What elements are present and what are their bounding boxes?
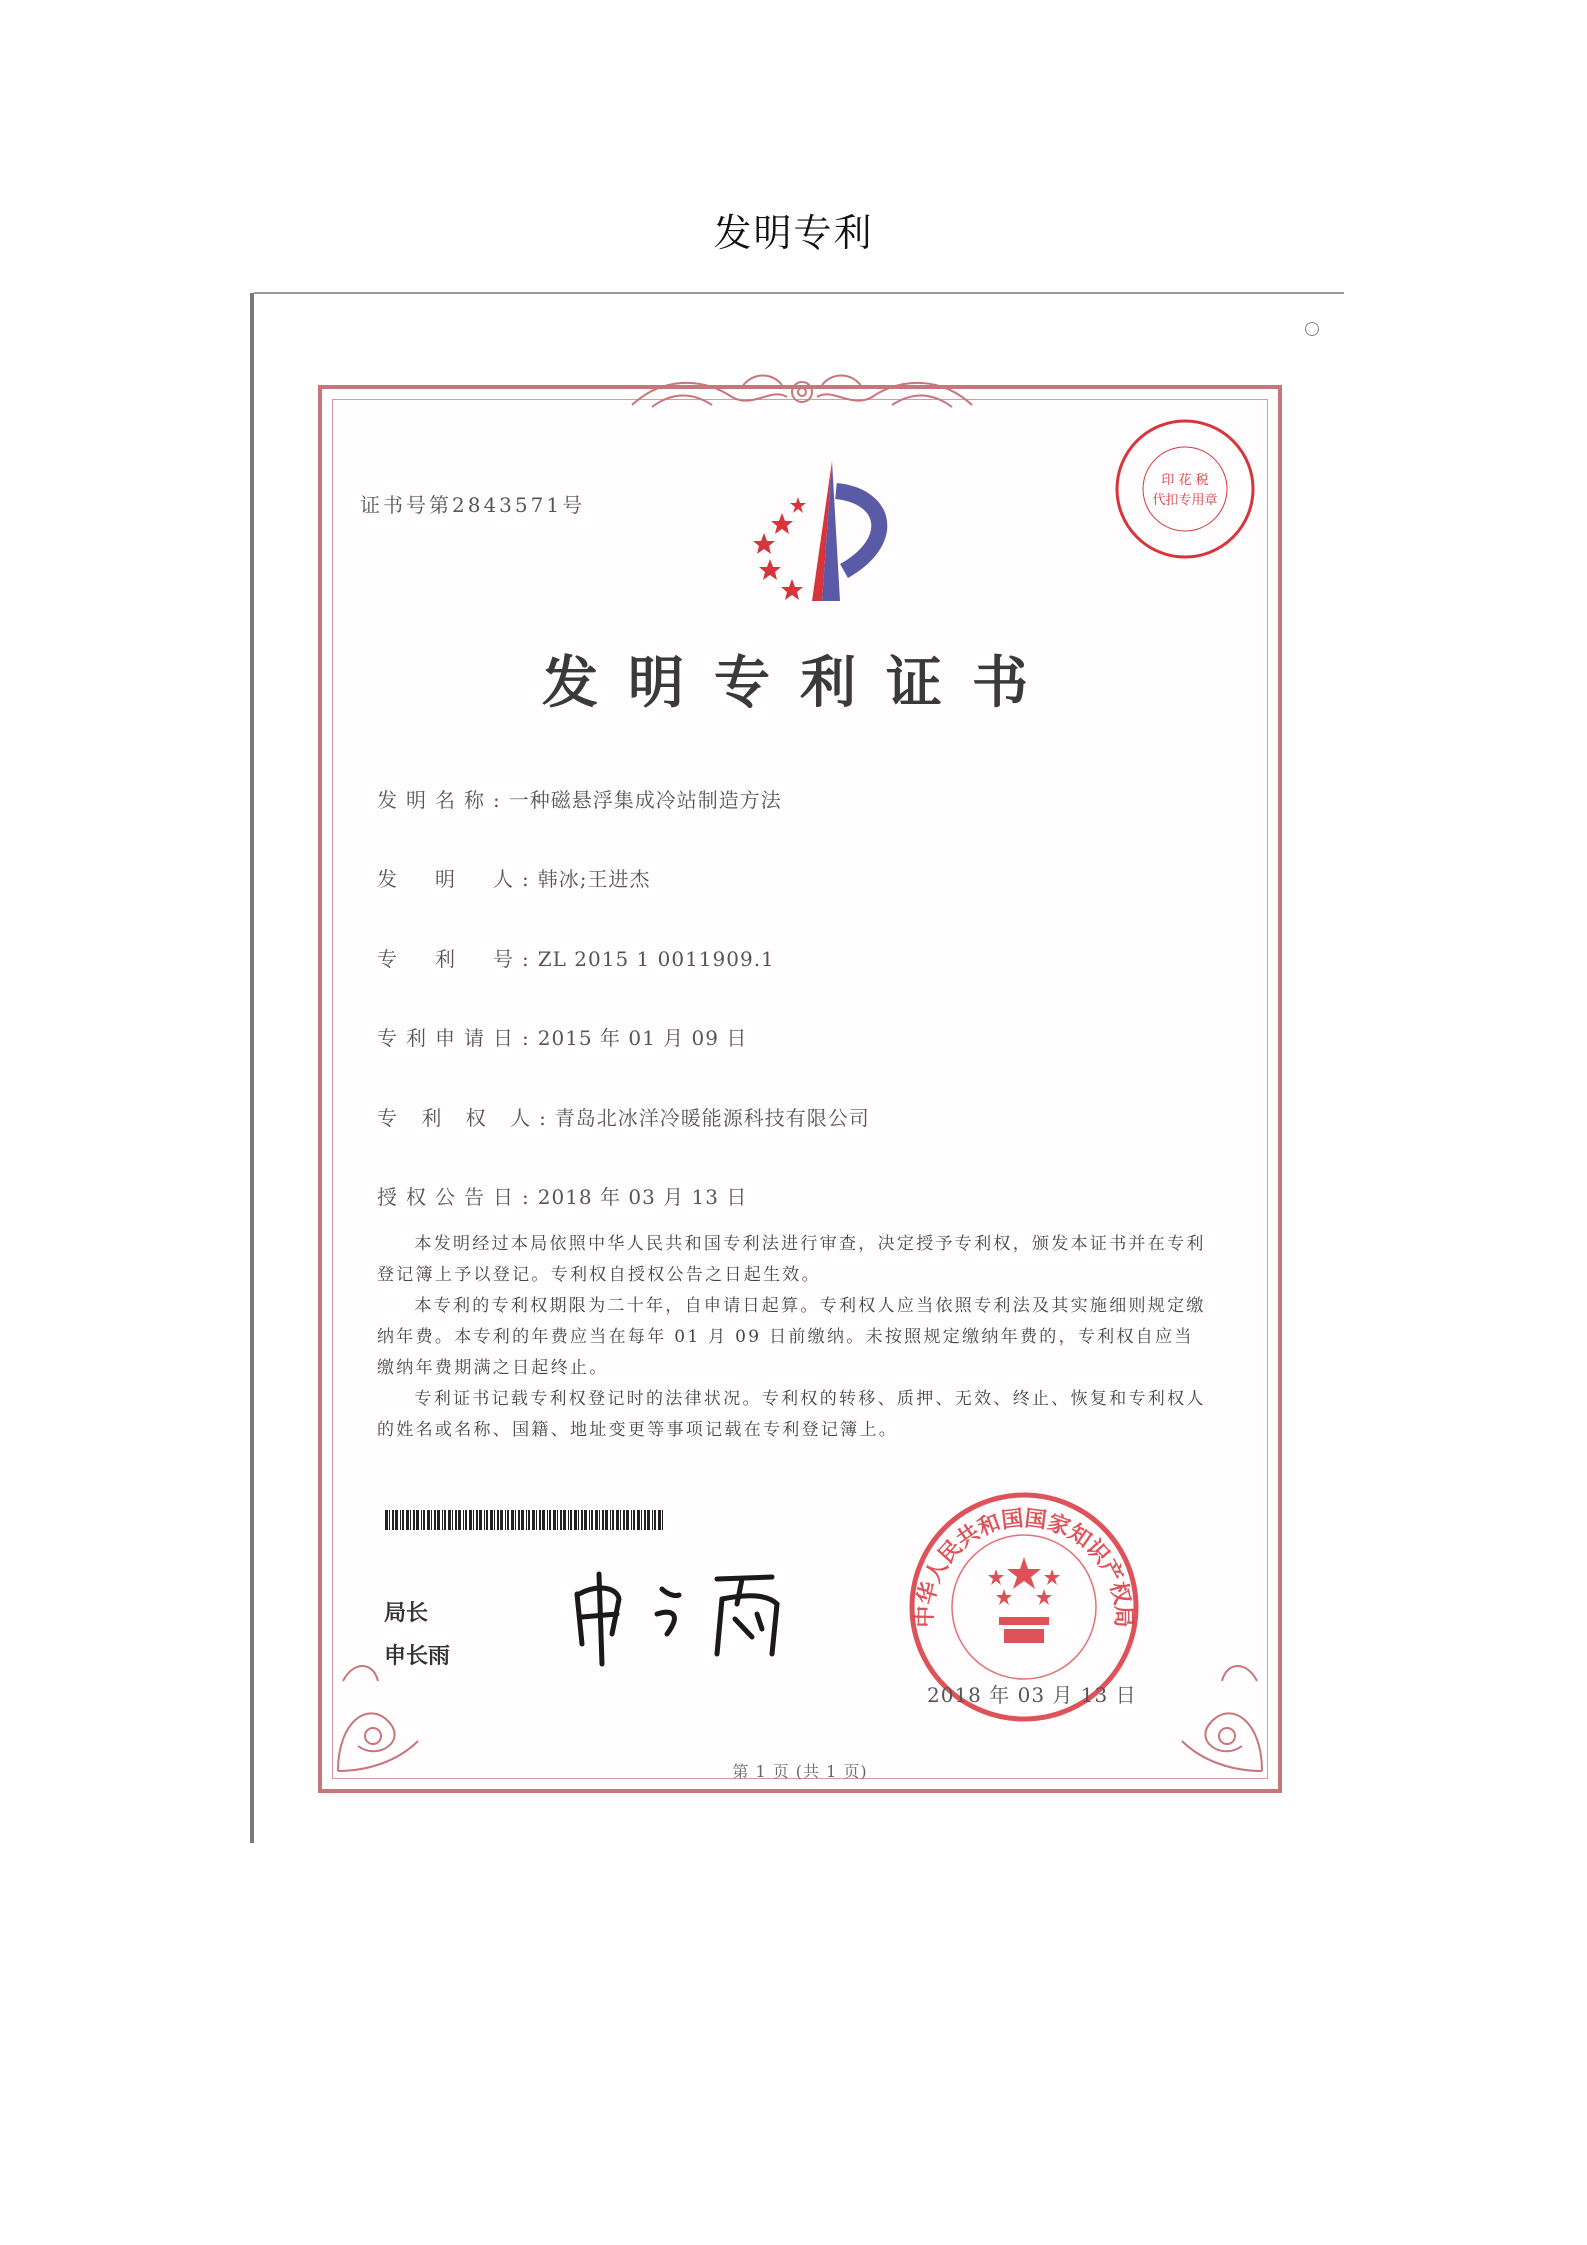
certificate-number (360, 489, 585, 518)
body-paragraph: 本专利的专利权期限为二十年，自申请日起算。专利权人应当依照专利法及其实施细则规定缴纳年费。本专利的年费应当在每年 01 月 09 日前缴纳。未按照规定缴纳年费的，专利权自应当缴纳年费期满之日起终止。 (377, 1296, 1206, 1378)
barcode-bar (434, 1510, 436, 1530)
barcode-bar (486, 1510, 488, 1530)
barcode-bar (448, 1510, 451, 1530)
barcode-bar (423, 1510, 425, 1530)
barcode-bar (473, 1510, 474, 1530)
barcode-bar (442, 1510, 443, 1530)
barcode-bar (507, 1510, 509, 1530)
cert-no-value: 2843571 (452, 493, 563, 517)
scan-edge-left (250, 293, 254, 1843)
top-ornament-icon (622, 367, 982, 417)
barcode-bar (584, 1510, 587, 1530)
barcode-bar (395, 1510, 398, 1530)
field-patent-number (377, 943, 775, 972)
director-signature (557, 1559, 797, 1669)
barcode-bar (662, 1510, 663, 1530)
barcode-bar (654, 1510, 656, 1530)
field-value: ZL 2015 1 0011909.1 (537, 947, 775, 971)
page-heading: 发明专利 (713, 211, 874, 255)
barcode-bar (511, 1510, 514, 1530)
field-label: 发明名称: (377, 788, 509, 812)
barcode-bar (637, 1510, 640, 1530)
barcode-bar (644, 1510, 646, 1530)
field-label: 发 明 人: (377, 867, 538, 891)
barcode-bar (549, 1510, 551, 1530)
field-label: 专 利 权 人: (377, 1106, 555, 1130)
barcode-bar (392, 1510, 394, 1530)
field-value: 一种磁悬浮集成冷站制造方法 (508, 788, 782, 812)
director-name: 申长雨 (384, 1644, 451, 1669)
barcode-bar (465, 1510, 467, 1530)
certificate-body-text (377, 1229, 1207, 1446)
seal-text: 中华人民共和国国家知识产权局 (912, 1506, 1136, 1628)
cnipa-logo-icon (712, 461, 912, 601)
field-value: 青岛北冰洋冷暖能源科技有限公司 (554, 1106, 870, 1130)
barcode-bar (620, 1510, 621, 1530)
barcode-bar (484, 1510, 485, 1530)
barcode-bar (581, 1510, 583, 1530)
barcode-bar (626, 1510, 629, 1530)
barcode-bar (385, 1510, 388, 1530)
barcode-bar (458, 1510, 461, 1530)
barcode-bar (406, 1510, 409, 1530)
certificate-title: 发明专利证书 (542, 650, 1058, 716)
barcode-bar (542, 1510, 545, 1530)
barcode-bar (515, 1510, 516, 1530)
barcode-bar (647, 1510, 650, 1530)
field-value: 2018 年 03 月 13 日 (537, 1185, 748, 1209)
body-paragraph: 专利证书记载专利权登记时的法律状况。专利权的转移、质押、无效、终止、恢复和专利权人的姓名或名称、国籍、地址变更等事项记载在专利登记簿上。 (377, 1389, 1206, 1440)
field-inventor (377, 863, 651, 892)
barcode-bar (490, 1510, 493, 1530)
body-paragraph: 本发明经过本局依照中华人民共和国专利法进行审查，决定授予专利权，颁发本证书并在专利登记簿上予以登记。专利权自授权公告之日起生效。 (377, 1234, 1206, 1285)
field-label: 授权公告日: (377, 1185, 538, 1209)
barcode-bar (652, 1510, 653, 1530)
patent-certificate (318, 385, 1282, 1793)
barcode-bar (578, 1510, 579, 1530)
director-title: 局长 (384, 1601, 429, 1626)
barcode-bar (623, 1510, 625, 1530)
svg-text:印 花 税: 印 花 税 (1161, 473, 1209, 488)
barcode-bar (437, 1510, 440, 1530)
barcode-bar (421, 1510, 422, 1530)
field-grant-date (377, 1181, 747, 1210)
corner-ornament-icon (1152, 1621, 1272, 1781)
barcode-bar (532, 1510, 535, 1530)
barcode-bar (563, 1510, 566, 1530)
barcode-bar (568, 1510, 569, 1530)
barcode-bar (500, 1510, 503, 1530)
barcode-bar (612, 1510, 614, 1530)
field-invention-name (377, 784, 782, 813)
corner-ornament-icon (328, 1621, 451, 1781)
barcode-bar (557, 1510, 558, 1530)
barcode-bar (570, 1510, 572, 1530)
barcode-bar (497, 1510, 499, 1530)
barcode-bar (469, 1510, 472, 1530)
barcode-bar (494, 1510, 495, 1530)
field-patentee (377, 1102, 870, 1131)
barcode-bar (539, 1510, 541, 1530)
cert-no-suffix: 号 (562, 493, 586, 517)
barcode-bar (616, 1510, 619, 1530)
barcode-bar (553, 1510, 556, 1530)
page-number: 第 1 页 (共 1 页) (732, 1762, 868, 1781)
barcode-bar (591, 1510, 593, 1530)
barcode-bar (479, 1510, 482, 1530)
barcode-bar (505, 1510, 506, 1530)
barcode-bar (452, 1510, 453, 1530)
field-value: 2015 年 01 月 09 日 (537, 1026, 748, 1050)
svg-text:代扣专用章: 代扣专用章 (1152, 493, 1218, 508)
barcode-bar (610, 1510, 611, 1530)
barcode-bar (547, 1510, 548, 1530)
barcode-bar (605, 1510, 608, 1530)
barcode-bar (526, 1510, 527, 1530)
barcode-icon (385, 1510, 665, 1530)
barcode-bar (633, 1510, 635, 1530)
barcode-bar (536, 1510, 537, 1530)
tax-stamp-icon (1110, 414, 1260, 564)
barcode-bar (595, 1510, 598, 1530)
barcode-bar (476, 1510, 478, 1530)
barcode-bar (431, 1510, 432, 1530)
barcode-bar (455, 1510, 457, 1530)
barcode-bar (574, 1510, 577, 1530)
barcode-bar (589, 1510, 590, 1530)
barcode-bar (658, 1510, 661, 1530)
barcode-bar (560, 1510, 562, 1530)
barcode-bar (416, 1510, 419, 1530)
scan-mark (1305, 322, 1319, 336)
barcode-bar (444, 1510, 446, 1530)
barcode-bar (631, 1510, 632, 1530)
barcode-bar (463, 1510, 464, 1530)
barcode-bar (427, 1510, 430, 1530)
barcode-bar (410, 1510, 411, 1530)
barcode-bar (400, 1510, 401, 1530)
field-value: 韩冰;王进杰 (537, 867, 651, 891)
field-label: 专 利 号: (377, 947, 538, 971)
issue-date: 2018 年 03 月 13 日 (927, 1683, 1137, 1707)
field-label: 专利申请日: (377, 1026, 538, 1050)
field-application-date (377, 1022, 747, 1051)
cert-no-label: 证书号第 (360, 493, 452, 517)
barcode-bar (641, 1510, 642, 1530)
barcode-bar (389, 1510, 390, 1530)
scan-edge-top (254, 292, 1344, 294)
barcode-bar (599, 1510, 600, 1530)
barcode-bar (402, 1510, 404, 1530)
barcode-bar (518, 1510, 520, 1530)
barcode-bar (602, 1510, 604, 1530)
barcode-bar (521, 1510, 524, 1530)
barcode-bar (413, 1510, 415, 1530)
barcode-bar (528, 1510, 530, 1530)
